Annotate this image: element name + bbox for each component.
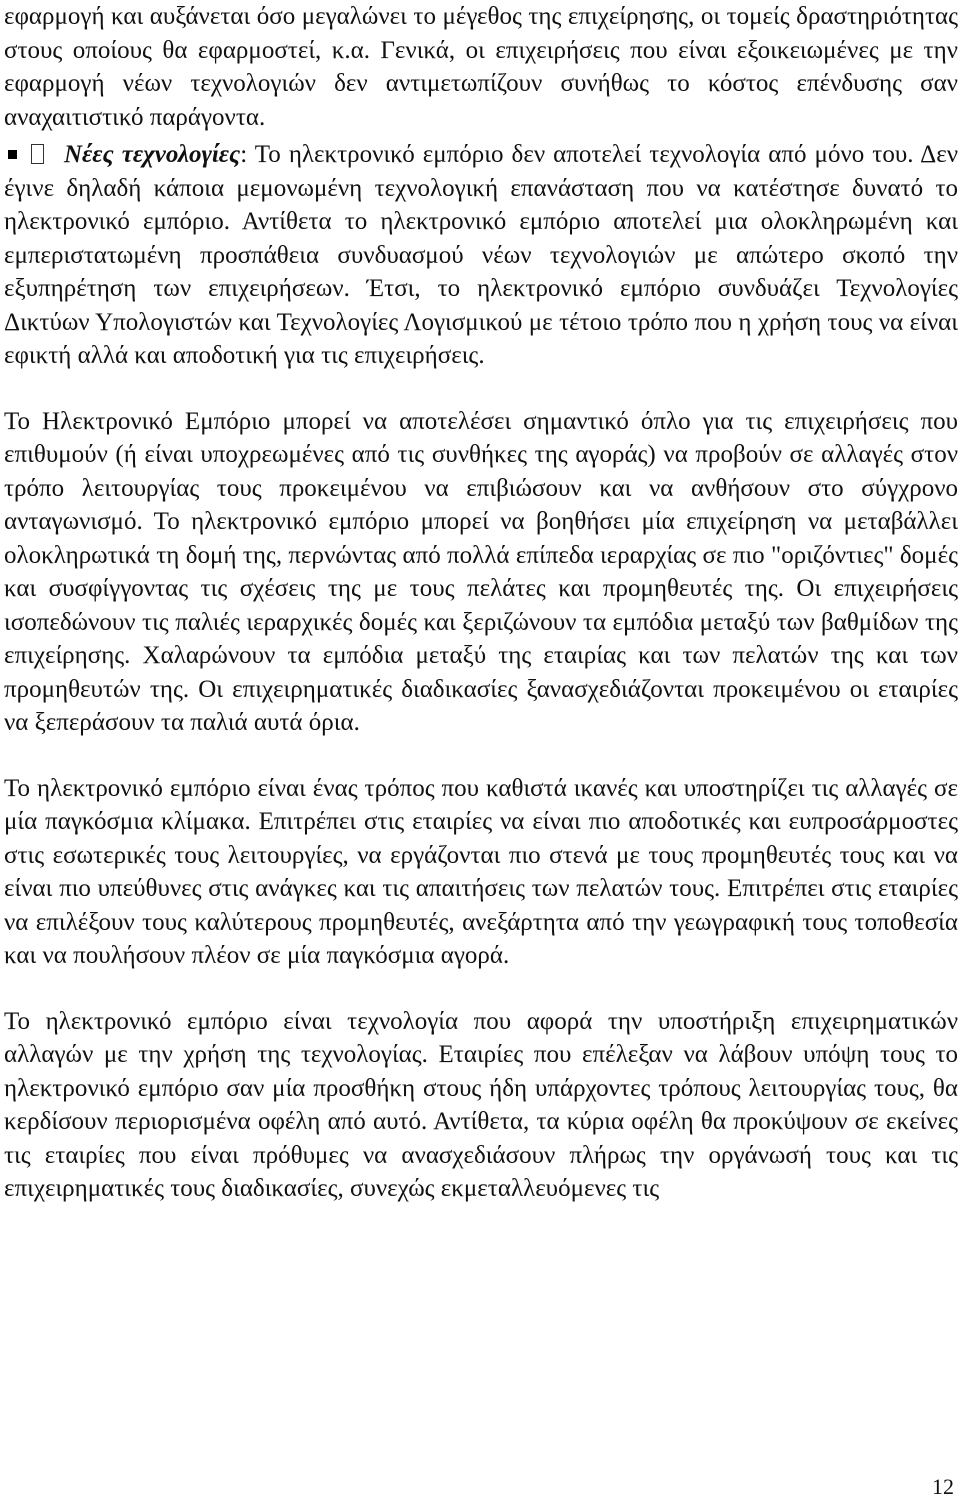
paragraph: Το ηλεκτρονικό εμπόριο είναι τεχνολογία που αφορά την υποστήριξη επιχειρηματικών αλλαγών με την χρήση της τεχνολογίας. Εταιρίες που επέλεξαν να λάβουν υπόψη τους το ηλεκτρονικό εμπόριο σαν μία προσθήκη στους ήδη υπάρχοντες τρόπους λειτουργίας τους, θα κερδίσουν περιορισμένα οφέλη από αυτό. Αντίθετα, τα κύρια οφέλη θα προκύψουν σε εκείνες τις εταιρίες που είναι πρόθυμες να ανασχεδιάσουν πλήρως την οργάνωσή τους και τις επιχειρηματικές τους διαδικασίες, συνεχώς εκμεταλλευόμενες τις xyxy=(4,1007,958,1202)
paragraph: Το Ηλεκτρονικό Εμπόριο μπορεί να αποτελέσει σημαντικό όπλο για τις επιχειρήσεις που επιθυμούν (ή είναι υποχρεωμένες από τις συνθήκες της αγοράς) να προβούν σε αλλαγές στον τρόπο λειτουργίας τους προκειμένου να επιβιώσουν και να ανθήσουν στο σύγχρονο ανταγωνισμό. Το ηλεκτρονικό εμπόριο μπορεί να βοηθήσει μία επιχείρηση να μεταβάλλει ολοκληρωτικά τη δομή της, περνώντας από πολλά επίπεδα ιεραρχίας σε πιο "οριζόντιες" δομές και συσφίγγοντας τις σχέσεις της με τους πελάτες και προμηθευτές της. Οι επιχειρήσεις ισοπεδώνουν τις παλιές ιεραρχικές δομές και ξεριζώνουν τα εμπόδια μεταξύ των βαθμίδων της επιχείρησης. Χαλαρώνουν τα εμπόδια μεταξύ της εταιρίας και των πελατών της και των προμηθευτών της. Οι επιχειρηματικές διαδικασίες ξανασχεδιάζονται προκειμένου οι εταιρίες να ξεπεράσουν τα παλιά αυτά όρια. xyxy=(4,407,958,736)
missing-glyph-icon xyxy=(31,144,44,164)
bullet-term: Νέες τεχνολογίες xyxy=(64,141,241,168)
square-bullet-icon xyxy=(8,150,17,159)
intro-paragraph: εφαρμογή και αυξάνεται όσο μεγαλώνει το μέγεθος της επιχείρησης, οι τομείς δραστηριότητας στους οποίους θα εφαρμοστεί, κ.α. Γενικά, οι επιχειρήσεις που είναι εξοικειωμένες με την εφαρμογή νέων τεχνολογιών δεν αντιμετωπίζουν συνήθως το κόστος επένδυσης σαν αναχαιτιστικό παράγοντα. xyxy=(4,3,958,131)
page-number: 12 xyxy=(932,1474,954,1499)
bullet-text: : Το ηλεκτρονικό εμπόριο δεν αποτελεί τεχνολογία από μόνο του. Δεν έγινε δηλαδή κάποια μεμονωμένη τεχνολογική επανάσταση που να κατέστησε δυνατό το ηλεκτρονικό εμπόριο. Αντίθετα το ηλεκτρονικό εμπόριο αποτελεί μια ολοκληρωμένη και εμπεριστατωμένη προσπάθεια συνδυασμού νέων τεχνολογιών με απώτερο σκοπό την εξυπηρέτηση των επιχειρήσεων. Έτσι, το ηλεκτρονικό εμπόριο συνδυάζει Τεχνολογίες Δικτύων Υπολογιστών και Τεχνολογίες Λογισμικού με τέτοιο τρόπο που η χρήση τους να είναι εφικτή αλλά και αποδοτική για τις επιχειρήσεις. xyxy=(4,141,959,369)
paragraph: Το ηλεκτρονικό εμπόριο είναι ένας τρόπος που καθιστά ικανές και υποστηρίζει τις αλλαγές σε μία παγκόσμια κλίμακα. Επιτρέπει στις εταιρίες να είναι πιο αποδοτικές και ευπροσάρμοστες στις εσωτερικές τους λειτουργίες, να εργάζονται πιο στενά με τους προμηθευτές τους και να είναι πιο υπεύθυνες στις ανάγκες και τις απαιτήσεις των πελατών τους. Επιτρέπει στις εταιρίες να επιλέξουν τους καλύτερους προμηθευτές, ανεξάρτητα από την γεωγραφική τους τοποθεσία και να πουλήσουν πλέον σε μία παγκόσμια αγορά. xyxy=(4,774,958,969)
document-page xyxy=(4,0,958,1206)
bullet-new-technologies xyxy=(4,138,958,373)
